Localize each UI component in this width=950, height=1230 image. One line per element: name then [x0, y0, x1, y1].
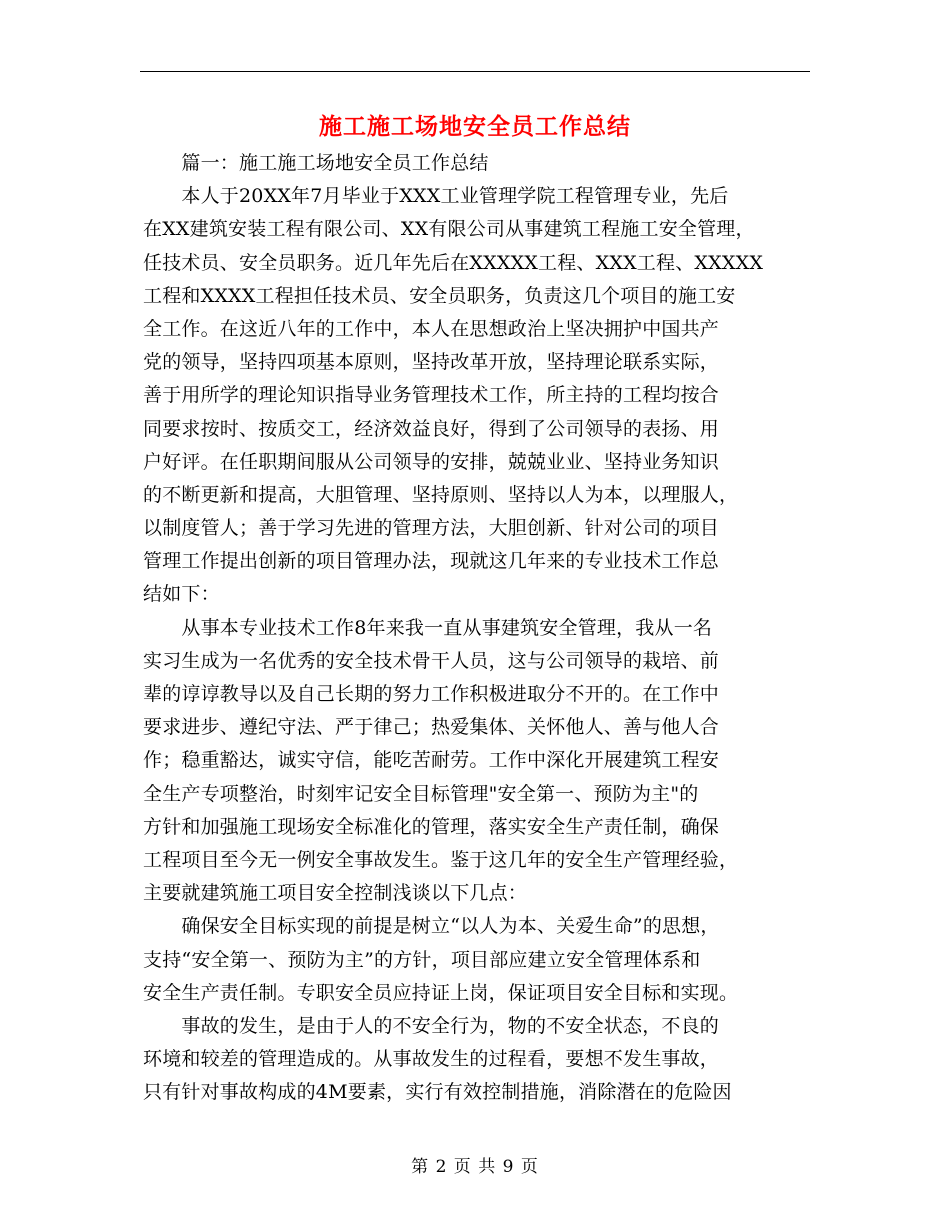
text-line: 在XX建筑安装工程有限公司、XX有限公司从事建筑工程施工安全管理， [143, 218, 755, 241]
header-rule [140, 71, 810, 72]
text-line: 同要求按时、按质交工，经济效益良好，得到了公司领导的表扬、用 [143, 417, 720, 440]
text-line: 善于用所学的理论知识指导业务管理技术工作，所主持的工程均按合 [143, 384, 720, 407]
text-line: 主要就建筑施工项目安全控制浅谈以下几点： [143, 882, 528, 905]
text-line: 方针和加强施工现场安全标准化的管理，落实安全生产责任制，确保 [143, 815, 720, 838]
text-line: 作；稳重豁达，诚实守信，能吃苦耐劳。工作中深化开展建筑工程安 [143, 749, 720, 772]
text-line: 任技术员、安全员职务。近几年先后在XXXXX工程、XXX工程、XXXXX [143, 251, 764, 274]
text-line: 党的领导，坚持四项基本原则，坚持改革开放，坚持理论联系实际， [143, 351, 720, 374]
text-line: 管理工作提出创新的项目管理办法，现就这几年来的专业技术工作总 [143, 550, 720, 573]
text-line: 本人于20XX年7月毕业于XXX工业管理学院工程管理专业，先后 [143, 185, 729, 208]
text-line: 事故的发生，是由于人的不安全行为，物的不安全状态，不良的 [143, 1014, 720, 1037]
text-line: 从事本专业技术工作8年来我一直从事建筑安全管理，我从一名 [143, 616, 713, 639]
text-line: 户好评。在任职期间服从公司领导的安排，兢兢业业、坚持业务知识 [143, 450, 720, 473]
text-line: 确保安全目标实现的前提是树立“以人为本、关爱生命”的思想， [143, 915, 720, 938]
text-line: 环境和较差的管理造成的。从事故发生的过程看，要想不发生事故， [143, 1048, 720, 1071]
text-line: 安全生产责任制。专职安全员应持证上岗，保证项目安全目标和实现。 [143, 981, 739, 1004]
text-line: 辈的谆谆教导以及自己长期的努力工作积极进取分不开的。在工作中 [143, 683, 720, 705]
page-footer: 第 2 页 共 9 页 [411, 1157, 539, 1177]
text-line: 全工作。在这近八年的工作中，本人在思想政治上坚决拥护中国共产 [143, 317, 720, 340]
text-line: 要求进步、遵纪守法、严于律己；热爱集体、关怀他人、善与他人合 [143, 716, 720, 739]
text-line: 篇一：施工施工场地安全员工作总结 [143, 152, 489, 174]
text-line: 全生产专项整治，时刻牢记安全目标管理"安全第一、预防为主"的 [143, 782, 699, 805]
text-line: 工程项目至今无一例安全事故发生。鉴于这几年的安全生产管理经验， [143, 848, 739, 871]
document-body [143, 147, 808, 1109]
text-line: 结如下： [143, 583, 220, 606]
document-title: 施工施工场地安全员工作总结 [319, 113, 631, 140]
text-line: 以制度管人；善于学习先进的管理方法，大胆创新、针对公司的项目 [143, 517, 720, 540]
text-line: 实习生成为一名优秀的安全技术骨干人员，这与公司领导的栽培、前 [143, 649, 720, 672]
text-line: 的不断更新和提高，大胆管理、坚持原则、坚持以人为本，以理服人， [143, 483, 739, 506]
text-line: 工程和XXXX工程担任技术员、安全员职务，负责这几个项目的施工安 [143, 284, 736, 307]
text-line: 只有针对事故构成的4M要素，实行有效控制措施，消除潜在的危险因 [143, 1081, 732, 1104]
text-line: 支持“安全第一、预防为主”的方针，项目部应建立安全管理体系和 [143, 948, 701, 971]
